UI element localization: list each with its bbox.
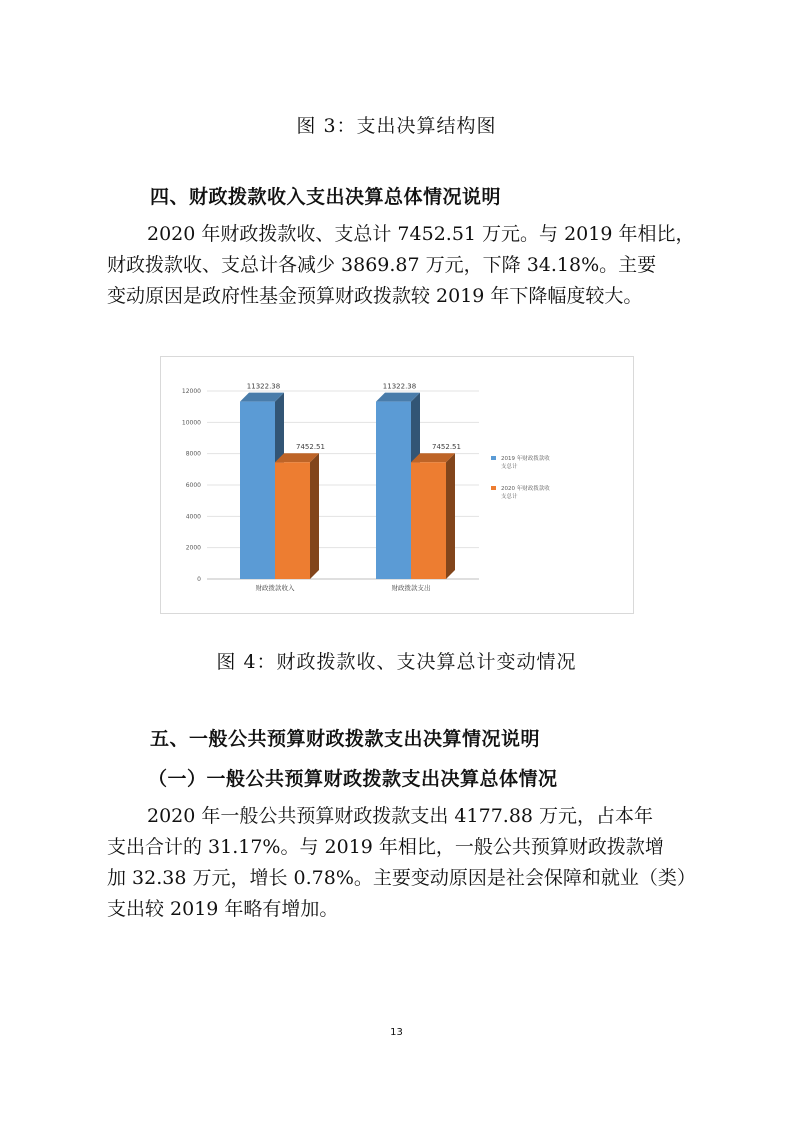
section-4-paragraph: [107, 219, 693, 312]
bar: [240, 402, 275, 579]
bar: [411, 462, 446, 579]
paragraph-line: 2020 年财政拨款收、支总计 7452.51 万元。与 2019 年相比，: [147, 223, 695, 245]
fiscal-allocation-chart: [160, 356, 634, 614]
legend-swatch: [491, 456, 496, 460]
bar-side: [446, 453, 455, 579]
data-label: 11322.38: [382, 382, 417, 391]
legend-swatch: [491, 486, 496, 490]
section-5-subheading: （一）一般公共预算财政拨款支出决算总体情况: [148, 768, 558, 790]
bar: [376, 402, 411, 579]
legend-label: 支总计: [501, 464, 518, 470]
figure-4-caption: 图 4：财政拨款收、支决算总计变动情况: [216, 651, 577, 673]
legend-label: 支总计: [501, 494, 518, 500]
paragraph-line: 加 32.38 万元，增长 0.78%。主要变动原因是社会保障和就业（类）: [107, 867, 696, 889]
paragraph-line: 支出合计的 31.17%。与 2019 年相比，一般公共预算财政拨款增: [107, 836, 664, 858]
section-5-heading: 五、一般公共预算财政拨款支出决算情况说明: [150, 728, 541, 750]
data-label: 11322.38: [246, 382, 281, 391]
y-tick-label: 0: [197, 576, 201, 583]
y-tick-label: 4000: [185, 513, 201, 521]
y-tick-label: 10000: [181, 419, 201, 427]
bar: [275, 462, 310, 579]
paragraph-line: 2020 年一般公共预算财政拨款支出 4177.88 万元，占本年: [147, 805, 654, 827]
legend-label: 2019 年财政拨款收: [501, 456, 550, 462]
legend-label: 2020 年财政拨款收: [501, 486, 550, 492]
bar-side: [310, 453, 319, 579]
section-5-paragraph: [107, 801, 696, 925]
x-tick-label: 财政拨款收入: [255, 584, 295, 592]
data-label: 7452.51: [432, 443, 461, 452]
y-tick-label: 8000: [185, 450, 201, 458]
paragraph-line: 支出较 2019 年略有增加。: [107, 898, 339, 920]
y-tick-label: 12000: [181, 388, 201, 395]
data-label: 7452.51: [296, 443, 325, 452]
y-tick-label: 6000: [185, 482, 201, 489]
paragraph-line: 变动原因是政府性基金预算财政拨款较 2019 年下降幅度较大。: [107, 285, 643, 307]
section-4-heading: 四、财政拨款收入支出决算总体情况说明: [150, 186, 502, 208]
y-tick-label: 2000: [185, 544, 201, 552]
x-tick-label: 财政拨款支出: [391, 584, 431, 592]
paragraph-line: 财政拨款收、支总计各减少 3869.87 万元，下降 34.18%。主要: [107, 254, 657, 276]
page-number: 13: [390, 1027, 403, 1038]
chart-svg: [161, 357, 633, 613]
figure-3-caption: 图 3：支出决算结构图: [296, 115, 497, 137]
